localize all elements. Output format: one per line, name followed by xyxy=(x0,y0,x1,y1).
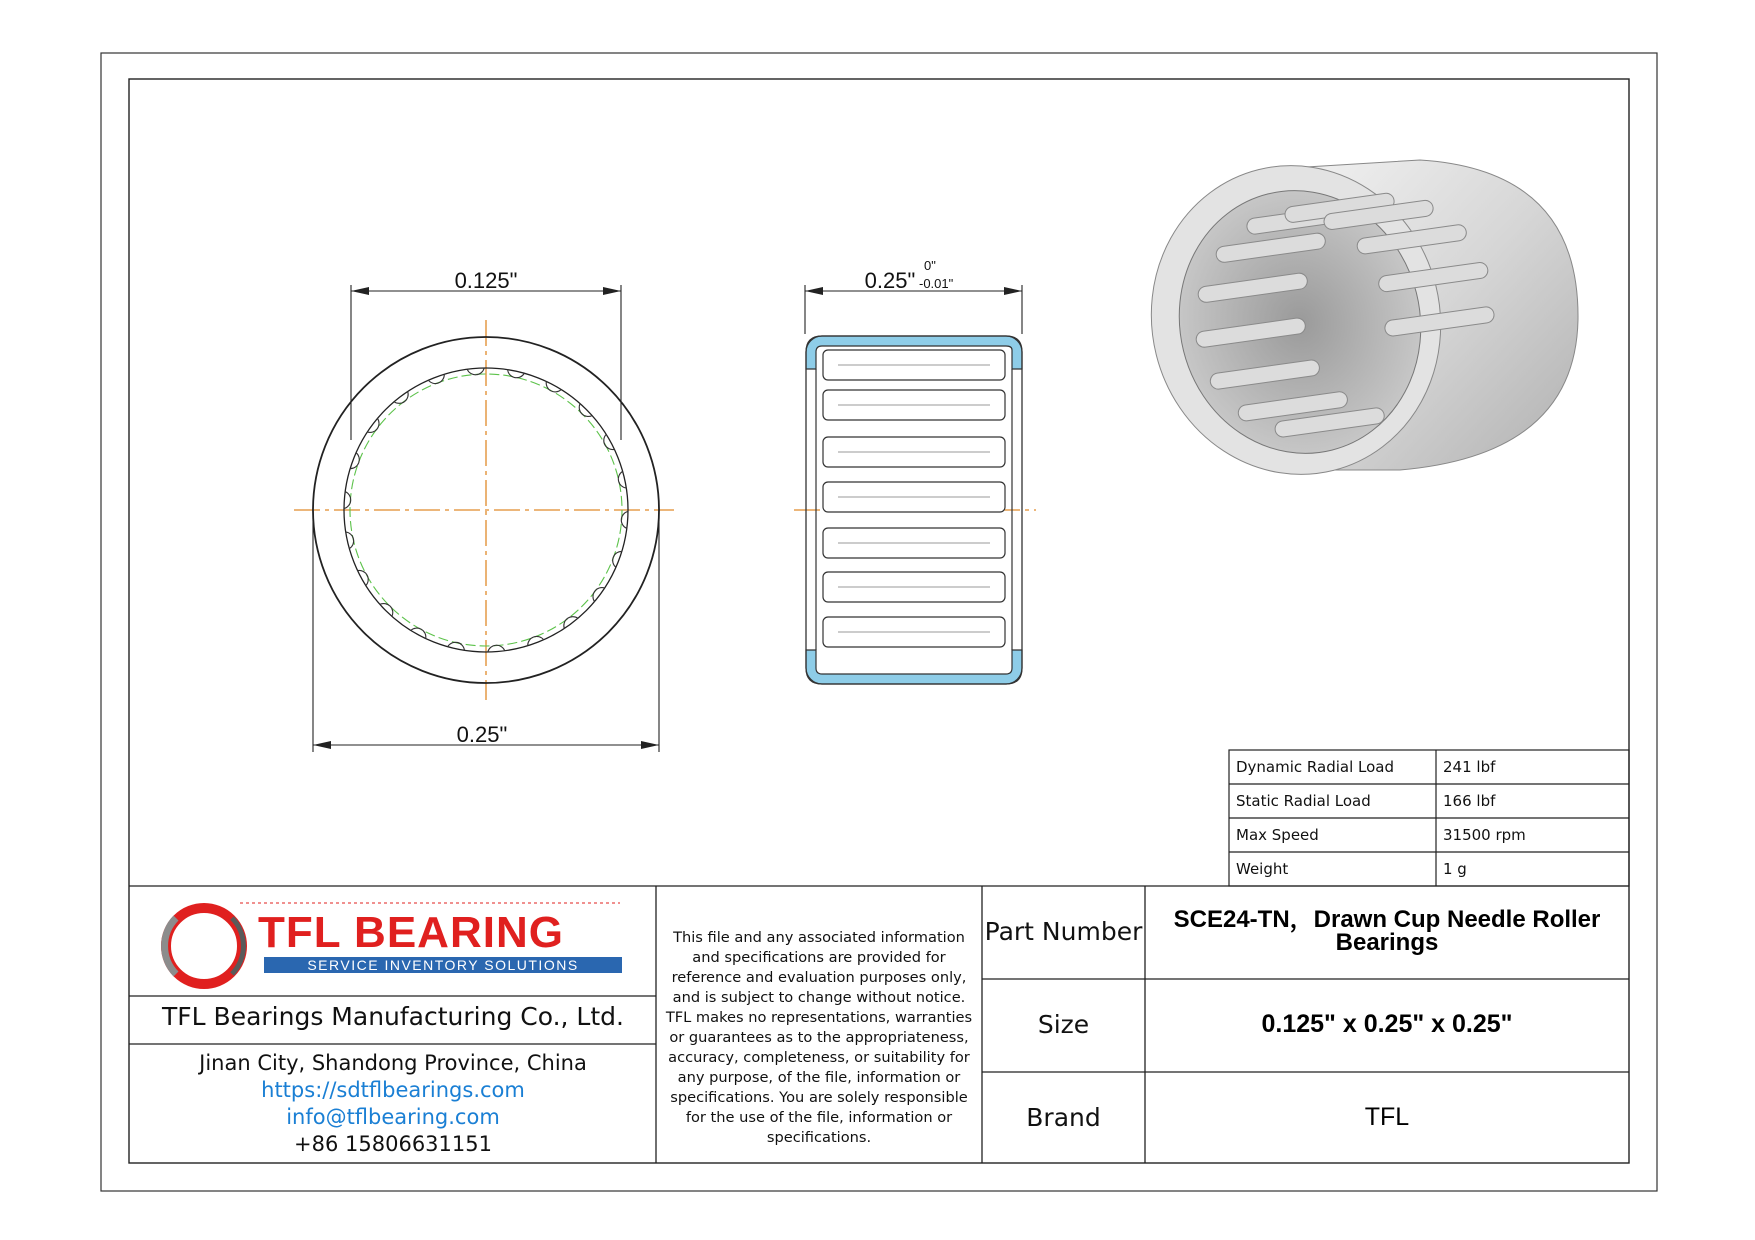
logo-tagline: SERVICE INVENTORY SOLUTIONS xyxy=(307,957,579,973)
spec-label: Max Speed xyxy=(1236,826,1319,844)
company-email-link[interactable]: info@tflbearing.com xyxy=(286,1105,500,1129)
width-tolerance-lower: -0.01" xyxy=(919,276,954,291)
spec-value: 31500 rpm xyxy=(1443,826,1526,844)
bearing-3d-render xyxy=(1119,135,1578,505)
disclaimer-text: This file and any associated information and specifications are provided for reference and evaluation purposes only, and is subject to change without notice. TFL makes no representations, warranties or guarantees as to the appropriateness, accuracy, completeness, or suitability for any purpose, of the file, information or specifications. You are solely responsible for the use of the file, information or specifications. xyxy=(665,929,973,1146)
part-number-value-line1: SCE24-TN，Drawn Cup Needle Roller xyxy=(1173,906,1601,933)
size-value: 0.125" x 0.25" x 0.25" xyxy=(1261,1010,1513,1038)
brand-value: TFL xyxy=(1364,1103,1410,1131)
logo-brand-text: TFL BEARING xyxy=(258,908,564,957)
cup-section-bottom xyxy=(806,650,1022,684)
company-website-link[interactable]: https://sdtflbearings.com xyxy=(261,1078,525,1102)
brand-label: Brand xyxy=(1026,1103,1101,1132)
needle-roller-arc xyxy=(579,404,592,417)
arrow-head xyxy=(1004,287,1022,295)
company-phone: +86 15806631151 xyxy=(294,1132,492,1156)
inner-diameter-label: 0.125" xyxy=(454,268,518,293)
arrow-head xyxy=(603,287,621,295)
part-number-label: Part Number xyxy=(984,917,1143,946)
arrow-head xyxy=(641,741,659,749)
width-label: 0.25" xyxy=(864,268,916,293)
section-rollers xyxy=(823,350,1005,647)
spec-label: Dynamic Radial Load xyxy=(1236,758,1395,776)
part-number-value-line2: Bearings xyxy=(1335,929,1439,956)
spec-value: 1 g xyxy=(1443,860,1467,878)
spec-value: 166 lbf xyxy=(1443,792,1496,810)
arrow-head xyxy=(805,287,823,295)
company-name: TFL Bearings Manufacturing Co., Ltd. xyxy=(162,1002,624,1031)
section-view xyxy=(794,258,1036,684)
spec-label: Weight xyxy=(1236,860,1289,878)
spec-label: Static Radial Load xyxy=(1236,792,1371,810)
arrow-head xyxy=(351,287,369,295)
front-view xyxy=(294,268,674,752)
width-tolerance-upper: 0" xyxy=(924,258,936,273)
needle-roller-arc xyxy=(380,604,393,617)
outer-diameter-label: 0.25" xyxy=(456,722,508,747)
company-location: Jinan City, Shandong Province, China xyxy=(199,1051,587,1075)
spec-value: 241 lbf xyxy=(1443,758,1496,776)
size-label: Size xyxy=(1037,1010,1090,1039)
arrow-head xyxy=(313,741,331,749)
